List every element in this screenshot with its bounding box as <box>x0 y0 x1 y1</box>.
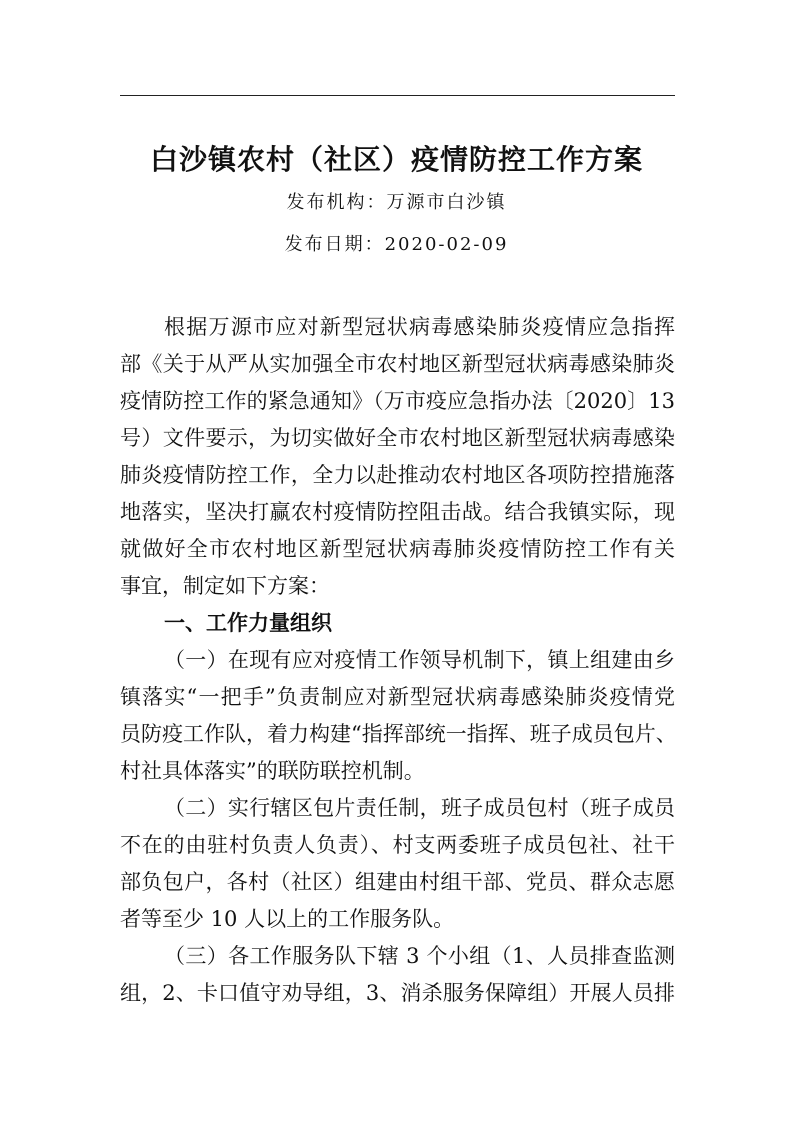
text-line: （二）实行辖区包片责任制，班子成员包村（班子成员 <box>164 796 675 820</box>
text-line: 镇落实“一把手”负责制应对新型冠状病毒感染肺炎疫情党 <box>120 685 675 709</box>
header-rule <box>120 95 675 96</box>
text-line: 部负包户，各村（社区）组建由村组干部、党员、群众志愿 <box>120 870 675 894</box>
document-body <box>120 309 675 1012</box>
text-line: 事宜，制定如下方案： <box>120 574 330 598</box>
intro-paragraph <box>120 309 675 605</box>
text-line: 就做好全市农村地区新型冠状病毒肺炎疫情防控工作有关 <box>120 537 675 561</box>
publish-date: 发布日期：2020-02-09 <box>284 234 509 255</box>
text-line: 员防疫工作队，着力构建“指挥部统一指挥、班子成员包片、 <box>120 722 677 746</box>
publisher: 发布机构：万源市白沙镇 <box>286 192 507 213</box>
text-line: 者等至少 10 人以上的工作服务队。 <box>120 907 455 931</box>
text-line: 不在的由驻村负责人负责）、村支两委班子成员包社、社干 <box>120 833 675 857</box>
text-line: （三）各工作服务队下辖 3 个小组（1、人员排查监测 <box>164 944 675 968</box>
text-line: 部《关于从严从实加强全市农村地区新型冠状病毒感染肺炎 <box>120 352 675 376</box>
text-line: 号）文件要示，为切实做好全市农村地区新型冠状病毒感染 <box>120 426 675 450</box>
text-line: 根据万源市应对新型冠状病毒感染肺炎疫情应急指挥 <box>164 315 675 339</box>
text-line: 疫情防控工作的紧急通知》（万市疫应急指办法〔2020〕13 <box>120 389 675 413</box>
paragraph-2 <box>120 790 675 938</box>
paragraph-1 <box>120 642 675 790</box>
section-heading: 一、工作力量组织 <box>164 611 332 635</box>
paragraph-3 <box>120 938 675 1012</box>
text-line: 组，2、卡口值守劝导组，3、消杀服务保障组）开展人员排 <box>120 981 675 1005</box>
document-title: 白沙镇农村（社区）疫情防控工作方案 <box>149 143 643 176</box>
text-line: （一）在现有应对疫情工作领导机制下，镇上组建由乡 <box>164 648 675 672</box>
text-line: 村社具体落实”的联防联控机制。 <box>120 759 425 783</box>
text-line: 肺炎疫情防控工作，全力以赴推动农村地区各项防控措施落 <box>120 463 675 487</box>
text-line: 地落实，坚决打赢农村疫情防控阻击战。结合我镇实际，现 <box>120 500 675 524</box>
